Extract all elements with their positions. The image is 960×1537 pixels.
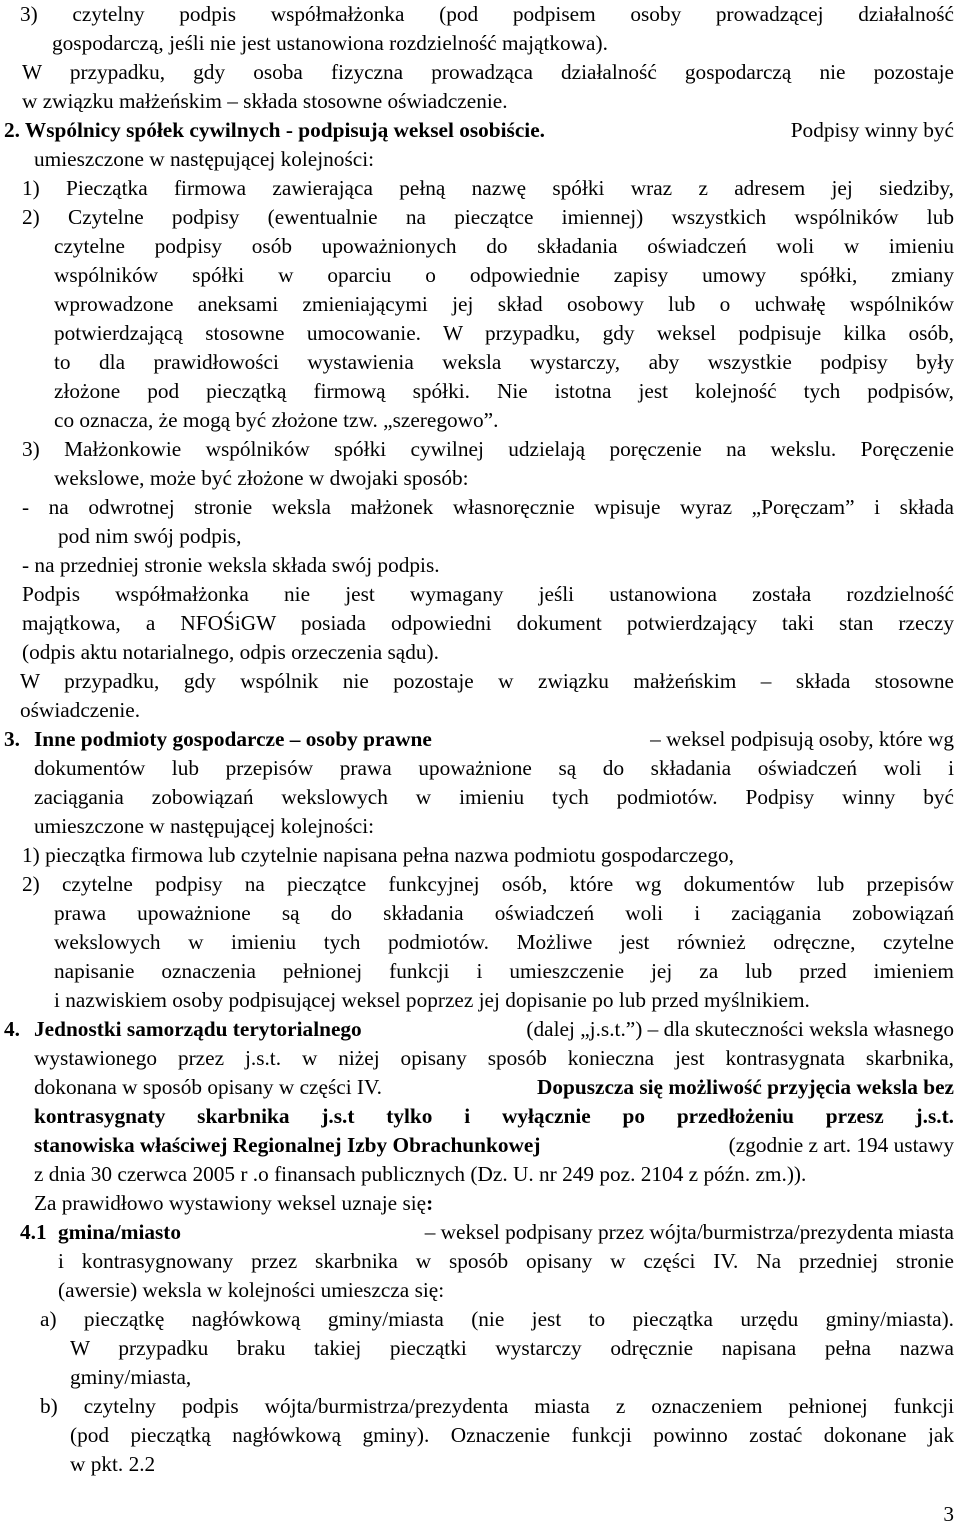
text-line: W przypadku, gdy wspólnik nie pozostaje w związku małżeńskim – składa stosowne (20, 669, 954, 693)
section-3-number: 3. (4, 727, 20, 751)
bold-fragment: stanowiska właściwej Regionalnej Izby Obrachunkowej (34, 1133, 541, 1157)
text-line: (pod pieczątką nagłówkową gminy). Oznaczenie funkcji powinno zostać dokonane jak (70, 1423, 954, 1447)
text-fragment: (zgodnie z art. 194 ustawy (723, 1133, 954, 1157)
section-4-number: 4. (4, 1017, 20, 1041)
text-line: co oznacza, że mogą być złożone tzw. „szeregowo”. (54, 408, 499, 432)
section-4-heading-line (34, 1015, 954, 1044)
text-fragment: (dalej „j.s.t.”) – dla skuteczności weksla własnego (526, 1017, 954, 1041)
text-line: to dla prawidłowości wystawienia weksla wystarczy, aby wszystkie podpisy były (54, 350, 954, 374)
text-line: gospodarczą, jeśli nie jest ustanowiona rozdzielność majątkowa). (52, 31, 608, 55)
section-3-heading: Inne podmioty gospodarcze – osoby prawne (34, 727, 432, 751)
bold-line: kontrasygnaty skarbnika j.s.t tylko i wyłącznie po przedłożeniu przesz j.s.t. (34, 1104, 954, 1128)
list-item: 2) czytelne podpisy na pieczątce funkcyjnej osób, które wg dokumentów lub przepisów (22, 872, 954, 896)
text-fragment: – weksel podpisany przez wójta/burmistrza/prezydenta miasta (424, 1220, 954, 1244)
text-line: zaciągania zobowiązań wekslowych w imieniu tych podmiotów. Podpisy winny być (34, 785, 954, 809)
list-item: 1) pieczątka firmowa lub czytelnie napisana pełna nazwa podmiotu gospodarczego, (22, 843, 734, 867)
section-2-heading: 2. Wspólnicy spółek cywilnych - podpisują weksel osobiście. (4, 118, 545, 142)
text-line (34, 1131, 954, 1160)
text-line: wekslowe, może być złożone w dwojaki sposób: (54, 466, 469, 490)
dash-item: - na odwrotnej stronie weksla małżonek własnoręcznie wpisuje wyraz „Poręczam” i składa (22, 495, 954, 519)
section-2-heading-line (4, 116, 954, 145)
text-line: dokumentów lub przepisów prawa upoważnione są do składania oświadczeń woli i (34, 756, 954, 780)
text-line: gminy/miasta, (70, 1365, 192, 1389)
bold-fragment: Dopuszcza się możliwość przyjęcia weksla bez (537, 1075, 954, 1099)
text-line: Podpis współmałżonka nie jest wymagany jeśli ustanowiona została rozdzielność (22, 582, 954, 606)
text-line: (awersie) weksla w kolejności umieszcza się: (58, 1278, 445, 1302)
text-line: wspólników spółki w oparciu o odpowiednie zapisy umowy spółki, zmiany (54, 263, 954, 287)
list-item: 2) Czytelne podpisy (ewentualnie na pieczątce imiennej) wszystkich wspólników lub (22, 205, 954, 229)
text-fragment: dokonana w sposób opisany w części IV. (34, 1075, 382, 1099)
section-4-1-number: 4.1 (20, 1220, 47, 1244)
text-line (34, 1189, 433, 1218)
text-line (34, 1073, 954, 1102)
text-line: napisanie oznaczenia pełnionej funkcji i umieszczenie jej za lub przed imieniem (54, 959, 954, 983)
page-number: 3 (943, 1502, 954, 1526)
text-line: potwierdzającą stosowne umocowanie. W przypadku, gdy weksel podpisuje kilka osób, (54, 321, 954, 345)
section-4-1-heading: gmina/miasto (58, 1220, 182, 1244)
text-line: wekslowych w imieniu tych podmiotów. Możliwe jest również odręczne, czytelne (54, 930, 954, 954)
text-line: i nazwiskiem osoby podpisującej weksel poprzez jej dopisanie po lub przed myślnikiem. (54, 988, 810, 1012)
text-line: złożone pod pieczątką firmową spółki. Nie istotna jest kolejność tych podpisów, (54, 379, 954, 403)
text-line: z dnia 30 czerwca 2005 r .o finansach publicznych (Dz. U. nr 249 poz. 2104 z późn. zm.)). (34, 1162, 807, 1186)
section-3-heading-line (34, 725, 954, 754)
text-line: umieszczone w następującej kolejności: (34, 147, 375, 171)
text-line: w związku małżeńskim – składa stosowne oświadczenie. (22, 89, 508, 113)
text-line: czytelne podpisy osób upoważnionych do składania oświadczeń woli w imieniu (54, 234, 954, 258)
list-item: 1) Pieczątka firmowa zawierająca pełną nazwę spółki wraz z adresem jej siedziby, (22, 176, 954, 200)
text-line: wystawionego przez j.s.t. w niżej opisany sposób konieczna jest kontrasygnata skarbnika, (34, 1046, 954, 1070)
text-line: pod nim swój podpis, (58, 524, 242, 548)
text-line: wprowadzone aneksami zmieniającymi jej skład osobowy lub o uchwałę wspólników (54, 292, 954, 316)
text-line: i kontrasygnowany przez skarbnika w sposób opisany w części IV. Na przedniej stronie (58, 1249, 954, 1273)
dash-item: - na przedniej stronie weksla składa swój podpis. (22, 553, 440, 577)
list-item: b) czytelny podpis wójta/burmistrza/prezydenta miasta z oznaczeniem pełnionej funkcji (40, 1394, 954, 1418)
text-fragment: Za prawidłowo wystawiony weksel uznaje się (34, 1191, 427, 1215)
list-item: 3) Małżonkowie wspólników spółki cywilnej udzielają poręczenie na wekslu. Poręczenie (22, 437, 954, 461)
text-fragment: Podpisy winny być (785, 118, 954, 142)
text-line: w pkt. 2.2 (70, 1452, 156, 1476)
section-4-1-heading-line (58, 1218, 954, 1247)
text-line: oświadczenie. (20, 698, 141, 722)
text-line: majątkowa, a NFOŚiGW posiada odpowiedni dokument potwierdzający taki stan rzeczy (22, 611, 954, 635)
text-line: 3) czytelny podpis współmałżonka (pod podpisem osoby prowadzącej działalność (20, 2, 954, 26)
section-4-heading: Jednostki samorządu terytorialnego (34, 1017, 362, 1041)
text-fragment: – weksel podpisują osoby, które wg (650, 727, 954, 751)
text-line: (odpis aktu notarialnego, odpis orzeczenia sądu). (22, 640, 439, 664)
text-line: W przypadku braku takiej pieczątki wystarczy odręcznie napisana pełna nazwa (70, 1336, 954, 1360)
bold-fragment: : (426, 1191, 434, 1215)
text-line: prawa upoważnione są do składania oświadczeń woli i zaciągania zobowiązań (54, 901, 954, 925)
list-item: a) pieczątkę nagłówkową gminy/miasta (nie jest to pieczątka urzędu gminy/miasta). (40, 1307, 954, 1331)
text-line: umieszczone w następującej kolejności: (34, 814, 375, 838)
text-line: W przypadku, gdy osoba fizyczna prowadząca działalność gospodarczą nie pozostaje (22, 60, 954, 84)
